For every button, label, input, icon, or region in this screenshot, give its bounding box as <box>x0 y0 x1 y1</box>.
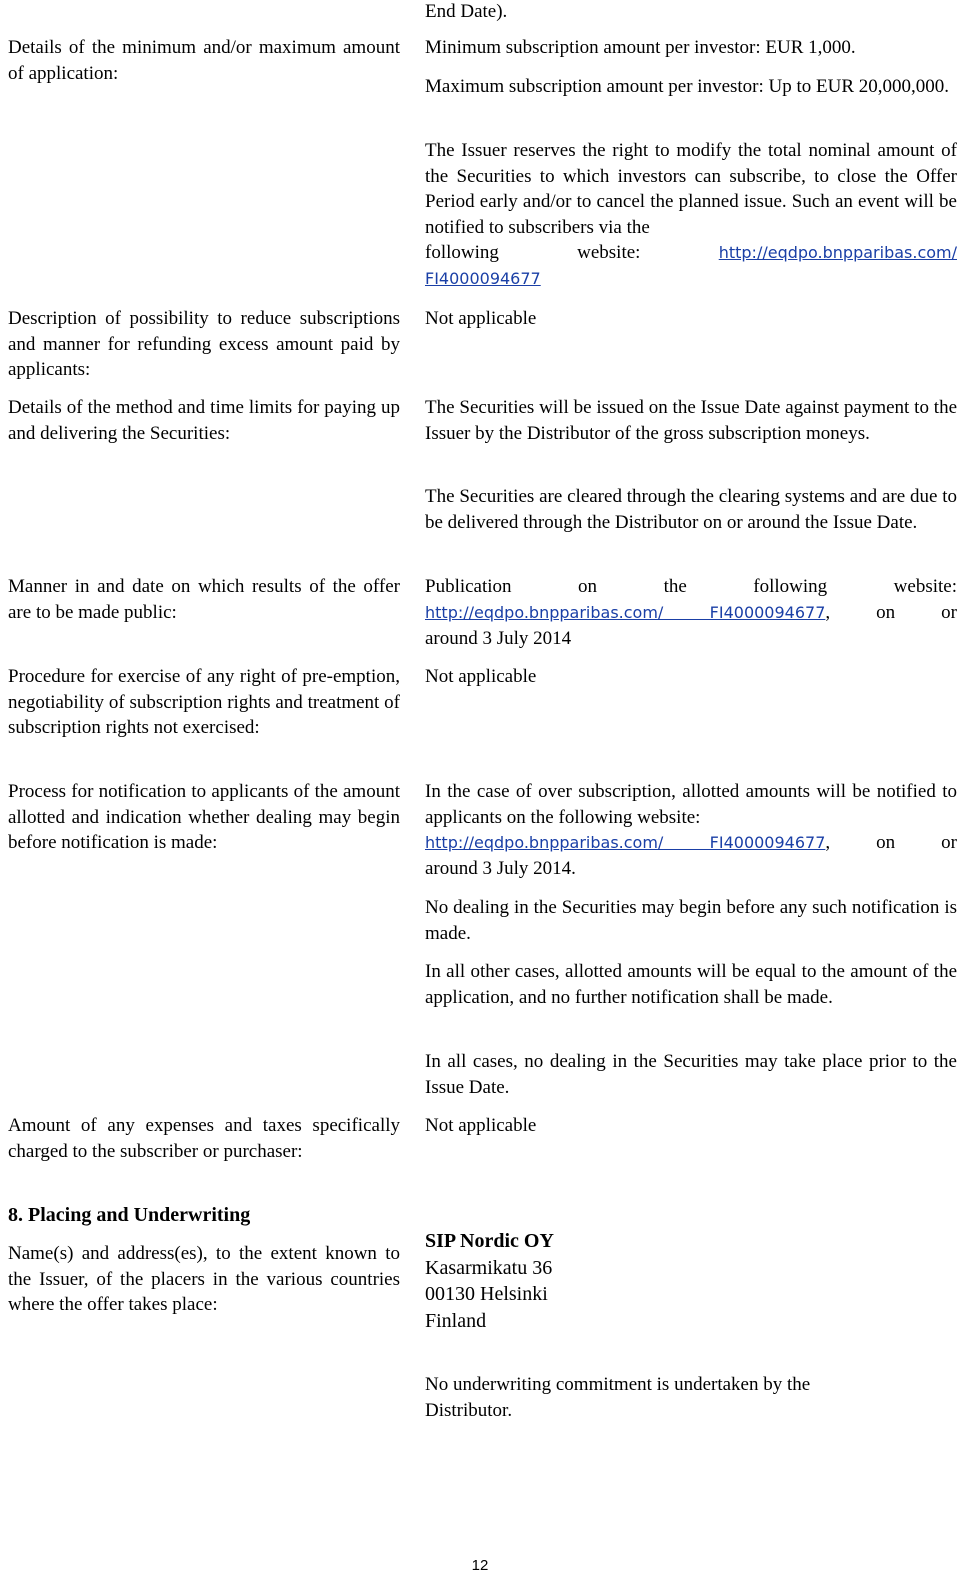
issuer-website-link[interactable]: http://eqdpo.bnpparibas.com/ <box>718 243 958 262</box>
results-line-3: around 3 July 2014 <box>425 628 572 649</box>
max-subscription-text: Maximum subscription amount per investor: Up to EUR 20,000,000. <box>425 76 950 97</box>
paying-value-2: The Securities are cleared through the clearing systems and are due to be delivered through the Distributor on or around the Issue Date. <box>425 486 957 533</box>
placer-address-block <box>425 1228 957 1334</box>
label-paying: Details of the method and time limits for paying up and delivering the Securities: <box>8 397 400 444</box>
notification-p3: In all other cases, allotted amounts will be equal to the amount of the application, and no further notification shall be made. <box>425 961 957 1008</box>
results-line-1: Publication on the following website: <box>425 576 957 597</box>
notification-line-2 <box>425 830 957 856</box>
notification-website-link[interactable]: http://eqdpo.bnpparibas.com/ FI4000094677 <box>425 833 826 852</box>
underwriting-text: No underwriting commitment is undertaken by the Distributor. <box>425 1374 811 1421</box>
label-min-max: Details of the minimum and/or maximum amount of application: <box>8 37 400 84</box>
min-subscription-text: Minimum subscription amount per investor: EUR 1,000. <box>425 37 856 58</box>
label-placers: Name(s) and address(es), to the extent known to the Issuer, of the placers in the various countries where the offer takes place: <box>8 1243 400 1315</box>
label-reduce: Description of possibility to reduce subscriptions and manner for refunding excess amount paid by applicants: <box>8 308 400 380</box>
issuer-rights-text: The Issuer reserves the right to modify the total nominal amount of the Securities to which investors can subscribe, to close the Offer Period early and/or to cancel the planned issue. Such an event will be notified to subscribers via the <box>425 140 957 238</box>
address-country: Finland <box>425 1309 487 1332</box>
website-line <box>425 240 957 266</box>
notification-line-1: In the case of over subscription, allotted amounts will be notified to applicants on the following website: <box>425 781 957 828</box>
address-line-2: 00130 Helsinki <box>425 1283 548 1305</box>
label-notification: Process for notification to applicants of the amount allotted and indication whether dealing may begin before notification is made: <box>8 781 400 853</box>
results-after-link: , on or <box>825 602 958 623</box>
website-line-2 <box>425 266 957 292</box>
continuation-text: End Date). <box>425 1 508 22</box>
notification-p2: No dealing in the Securities may begin before any such notification is made. <box>425 897 957 944</box>
label-results: Manner in and date on which results of the offer are to be made public: <box>8 576 400 623</box>
reduce-value: Not applicable <box>425 308 537 329</box>
address-line-1: Kasarmikatu 36 <box>425 1256 553 1279</box>
section-heading: 8. Placing and Underwriting <box>8 1204 251 1226</box>
company-name: SIP Nordic OY <box>425 1230 554 1252</box>
issuer-website-link-cont[interactable]: FI4000094677 <box>425 269 541 288</box>
notification-after-link: , on or <box>825 832 958 853</box>
label-expenses: Amount of any expenses and taxes specifically charged to the subscriber or purchaser: <box>8 1115 400 1162</box>
paying-value-1: The Securities will be issued on the Issue Date against payment to the Issuer by the Distributor of the gross subscription moneys. <box>425 397 957 444</box>
page-number: 12 <box>471 1557 489 1574</box>
results-line-2 <box>425 600 957 626</box>
notification-line-3: around 3 July 2014. <box>425 858 576 879</box>
notification-p4: In all cases, no dealing in the Securities may take place prior to the Issue Date. <box>425 1051 957 1098</box>
website-prefix: following website: <box>425 242 641 263</box>
preemption-value: Not applicable <box>425 666 537 687</box>
expenses-value: Not applicable <box>425 1115 537 1136</box>
results-website-link[interactable]: http://eqdpo.bnpparibas.com/ FI4000094677 <box>425 603 826 622</box>
label-preemption: Procedure for exercise of any right of pre-emption, negotiability of subscription rights and treatment of subscription rights not exercised: <box>8 666 400 738</box>
